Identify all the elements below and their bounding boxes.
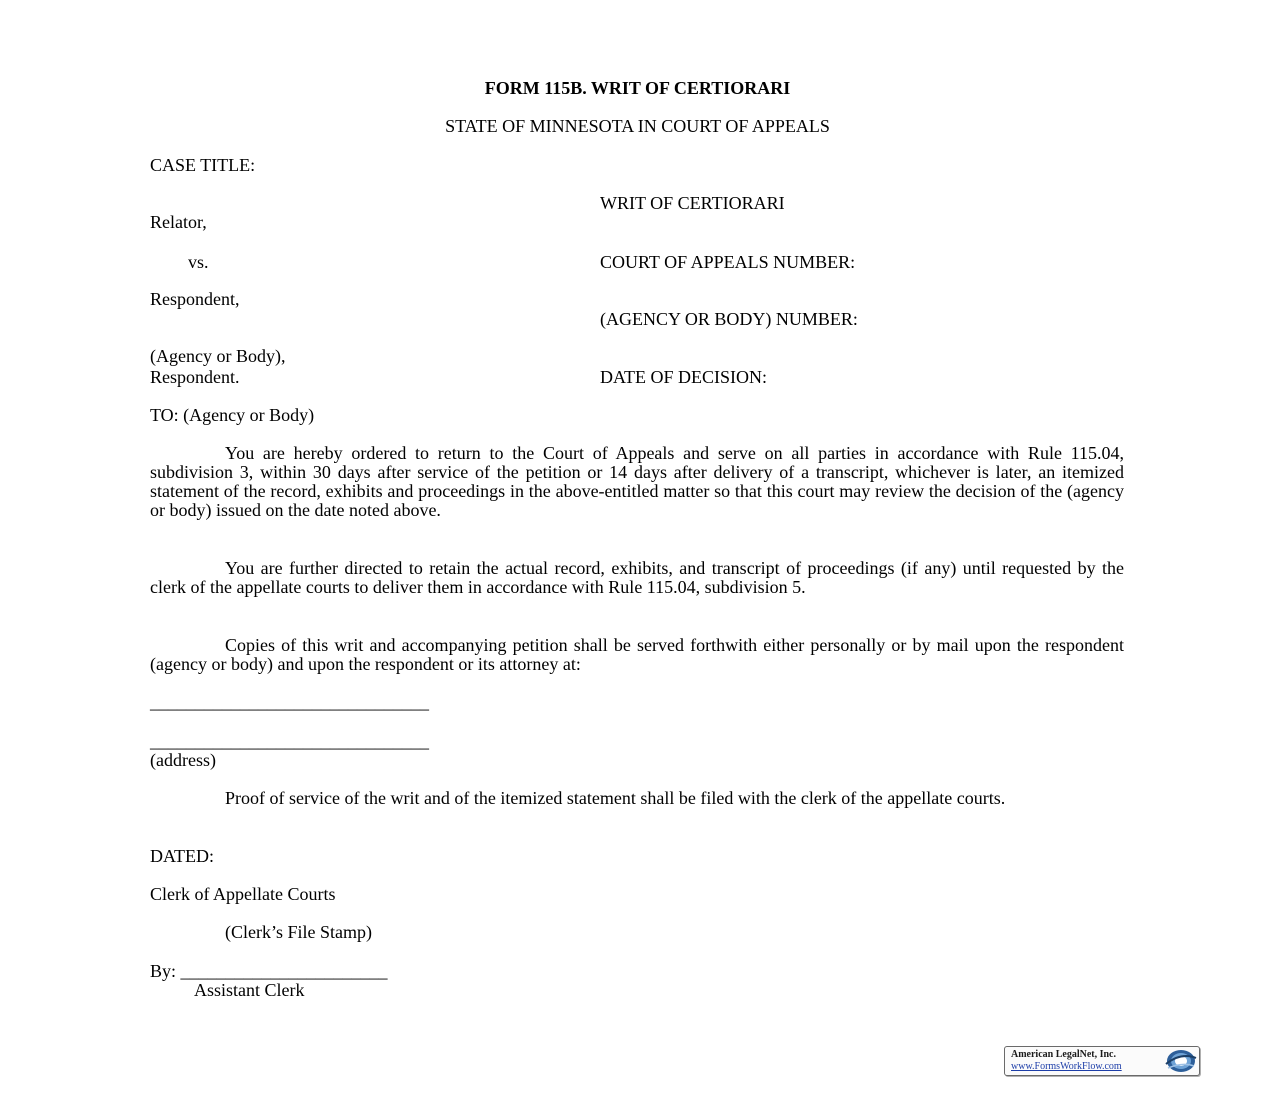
to-line: TO: (Agency or Body) <box>150 405 315 425</box>
agency-number-label: (AGENCY OR BODY) NUMBER: <box>600 309 858 329</box>
logo-company-name: American LegalNet, Inc. <box>1011 1049 1116 1060</box>
americanlegalnet-logo[interactable] <box>1004 1046 1200 1076</box>
address-line-1: _______________________________ <box>150 692 429 712</box>
respondent-agency-label: Respondent. <box>150 367 240 387</box>
copies-paragraph: Copies of this writ and accompanying petition shall be served forthwith either personally or by mail upon the respondent (agency or body) and upon the respondent or its attorney at: <box>150 635 1124 674</box>
coa-number-label: COURT OF APPEALS NUMBER: <box>600 252 856 272</box>
agency-or-body-label: (Agency or Body), <box>150 346 286 366</box>
globe-icon <box>1163 1048 1197 1074</box>
proof-paragraph: Proof of service of the writ and of the itemized statement shall be filed with the clerk of the appellate courts. <box>225 788 1006 808</box>
date-of-decision-label: DATE OF DECISION: <box>600 367 768 387</box>
address-line-2: _______________________________ <box>150 731 429 751</box>
court-name: STATE OF MINNESOTA IN COURT OF APPEALS <box>445 116 830 136</box>
address-label: (address) <box>150 750 216 770</box>
writ-label: WRIT OF CERTIORARI <box>600 193 785 213</box>
respondent-label: Respondent, <box>150 289 240 309</box>
vs-label: vs. <box>188 252 209 272</box>
clerk-label: Clerk of Appellate Courts <box>150 884 336 904</box>
case-title-label: CASE TITLE: <box>150 155 256 175</box>
logo-website-link[interactable]: www.FormsWorkFlow.com <box>1011 1061 1122 1072</box>
assistant-clerk-label: Assistant Clerk <box>194 980 305 1000</box>
relator-label: Relator, <box>150 212 207 232</box>
by-signature-line: By: _______________________ <box>150 961 388 981</box>
file-stamp-label: (Clerk’s File Stamp) <box>225 922 372 942</box>
order-paragraph: You are hereby ordered to return to the Court of Appeals and serve on all parties in accordance with Rule 115.04, subdivision 3, within 30 days after service of the petition or 14 days after delivery of a transcript, whichever is later, an itemized statement of the record, exhibits and proceedings in the above-entitled matter so that this court may review the decision of the (agency or body) issued on the date noted above. <box>150 443 1124 520</box>
dated-label: DATED: <box>150 846 214 866</box>
retain-paragraph: You are further directed to retain the actual record, exhibits, and transcript of proceedings (if any) until requested by the clerk of the appellate courts to deliver them in accordance with Rule 115.04, subdivision 5. <box>150 558 1124 597</box>
form-title: FORM 115B. WRIT OF CERTIORARI <box>484 78 791 98</box>
